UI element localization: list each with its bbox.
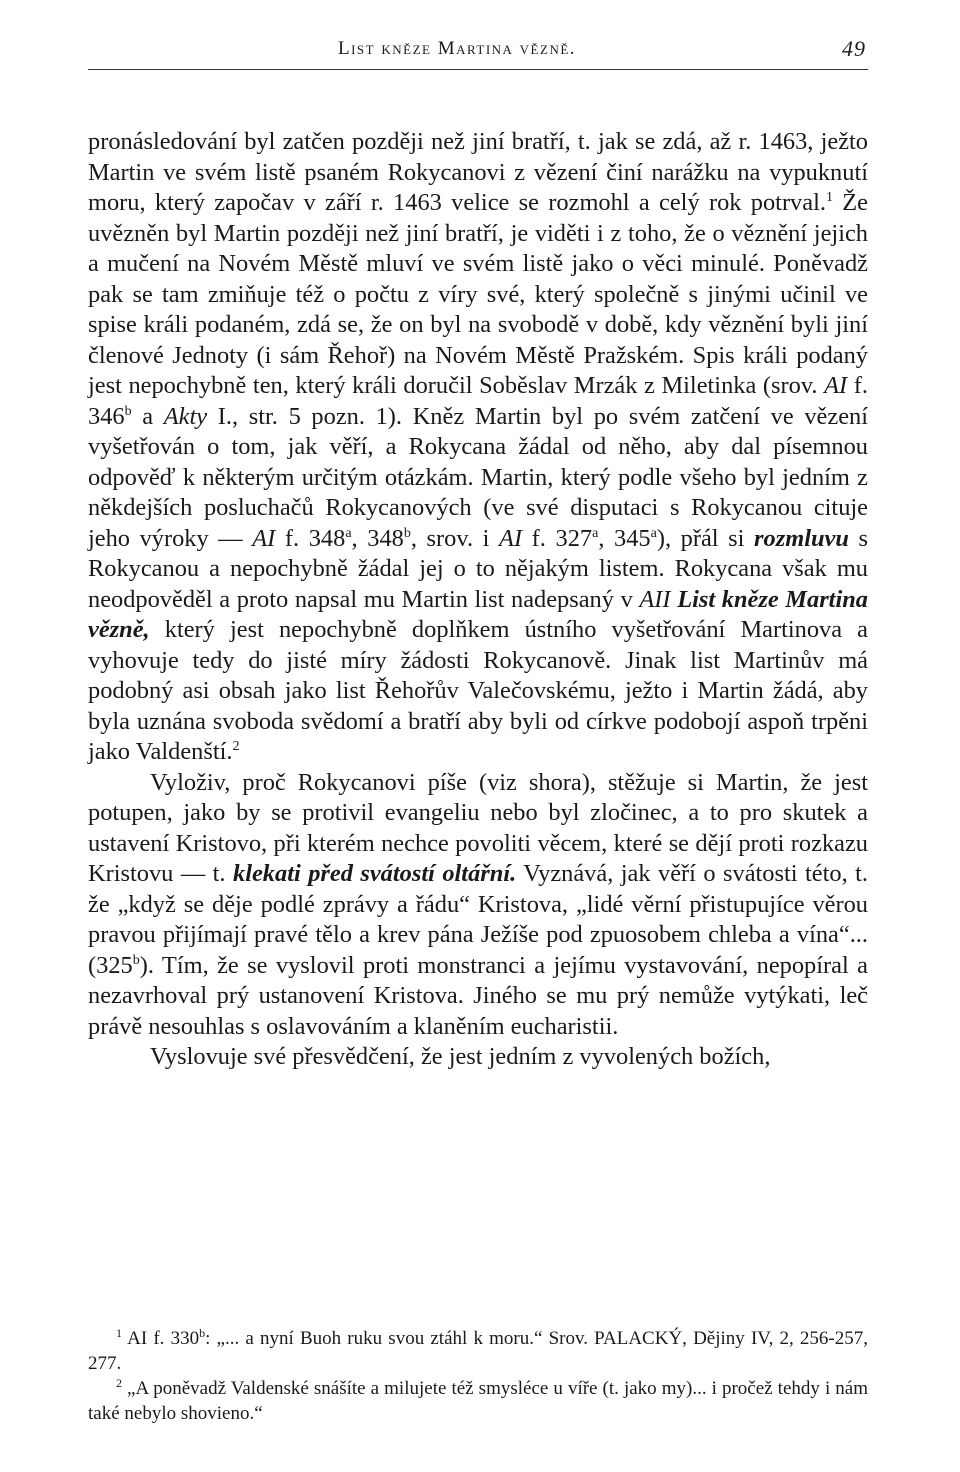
superscript: a [650, 525, 657, 541]
superscript: b [403, 525, 411, 541]
text-run: ). Tím, že se vyslovil proti monstranci a jejímu vystavování, nepopíral a nezavrhoval prý ustanovení Kristova. Jiného se mu prý nemůže vytýkati, leč právě nesouhlas s oslavováním a klaněním eucharistii. [88, 951, 868, 1040]
body-text [88, 127, 868, 1073]
text-run: Že uvězněn byl Martin později než jiní bratří, je viděti i z toho, že o věznění jejich a mučení na Novém Městě mluví ve svém listě jako o věci minulé. Poněvadž pak se tam zmiňuje též o počtu z víry své, který společně s jinými učinil ve spise králi podaném, zdá se, že on byl na svobodě v době, kdy věznění byli jiní členové Jednoty (i sám Řehoř) na Novém Městě Pražském. Spis králi podaný jest nepochybně ten, který králi doručil Soběslav Mrzák z Miletinka (srov. [88, 189, 869, 399]
text-run: Vyloživ, proč Rokycanovi píše (viz shora), stěžuje si Martin, že jest potupen, jako by se protivil evangeliu nebo byl zločinec, a to pro skutek a ustavení Kristovo, při kterém nechce povoliti věcem, které se dějí proti rozkazu Kristovu — t. [88, 768, 868, 887]
text-run: I., str. 5 pozn. 1). Kněz Martin byl po svém zatčení ve vězení vyšetřován o tom, jak věří, a Rokycana žádal od něho, aby dal písemnou odpověď k některým určitým otázkám. Martin, který podle všeho byl jedním z někdejších posluchačů Rokycanových (ve své disputaci s Rokycanou cituje jeho výroky — [88, 402, 868, 552]
paragraph-1 [88, 127, 868, 768]
emphasis: rozmluvu [754, 524, 849, 552]
text-run: , 345 [598, 524, 651, 552]
text-run: s Rokycanou a nepochybně žádal jej o to nějakým listem. Rokycana však mu neodpověděl a proto napsal mu Martin list nadepsaný v [88, 524, 869, 613]
footnote-mark: 1 [116, 1326, 122, 1340]
footnotes [88, 1326, 868, 1426]
text-run: f. 346 [88, 372, 868, 430]
text-run: Vyslovuje své přesvědčení, že jest jedním z vyvolených božích, [150, 1043, 771, 1070]
text-run: f. 327 [522, 524, 593, 552]
text-run: pronásledování byl zatčen později než jiní bratří, t. jak se zdá, až r. 1463, ježto Martin ve svém listě psaném Rokycanovi z vězení činí narážku na vypuknutí moru, který započav v září r. 1463 velice se rozmohl a celý rok potrval. [88, 128, 868, 216]
footnote-1 [88, 1326, 868, 1376]
text-run: a [131, 402, 164, 430]
emphasis: klekati před svátostí oltářní. [233, 860, 517, 887]
footnote-2 [88, 1376, 868, 1426]
paragraph-2 [88, 768, 868, 1043]
running-title: List kněze Martina vězně. [338, 38, 577, 59]
text-run: f. 348 [275, 524, 346, 552]
page-number: 49 [842, 36, 866, 61]
footnote-ref-2: 2 [232, 739, 240, 754]
header-rule [88, 69, 868, 70]
source-siglum: AI [252, 524, 276, 552]
page-header [88, 34, 868, 68]
text-run: AI f. 330 [122, 1328, 200, 1349]
footnote-mark: 2 [116, 1376, 122, 1390]
text-run: : „... a nyní Buoh ruku svou ztáhl k moru.“ Srov. PALACKÝ, Dějiny IV, 2, 256-257, 277. [88, 1328, 868, 1374]
letter-title: List kněze Martina vězně, [88, 585, 868, 643]
text-run: , srov. i [410, 524, 500, 552]
text-run: Vyznává, jak věří o svátosti této, t. že „když se děje podlé zprávy a řádu“ Kristova, „lidé věrní přistupujíce věrou pravou přijímají pravé tělo a krev pána Ježíše pod zpuosobem chleba a vína“... (325 [88, 860, 868, 979]
paragraph-3 [88, 1042, 868, 1073]
superscript: a [345, 525, 352, 541]
source-siglum: AI [499, 524, 523, 552]
superscript: b [132, 952, 140, 968]
text-run: ), přál si [656, 524, 755, 552]
text-run: který jest nepochybně doplňkem ústního vyšetřování Martinova a vyhovuje tedy do jisté míry žádosti Rokycanově. Jinak list Martinův má podobný asi obsah jako list Řehořův Valečovskému, ježto i Martin žádá, aby byla uznána svoboda svědomí a bratří aby byli od církve podobojí aspoň trpěni jako Valdenští. [88, 616, 868, 765]
superscript: a [592, 525, 599, 541]
source-siglum: AI [824, 372, 848, 399]
source-siglum: AII [639, 585, 671, 613]
text-run: „A poněvadž Valdenské snášíte a milujete též smysléce u víře (t. jako my)... i pročež tehdy i nám také nebylo shovieno.“ [88, 1378, 868, 1424]
italic-title: Akty [163, 402, 208, 430]
superscript: b [124, 403, 132, 419]
footnote-ref-1: 1 [825, 190, 833, 205]
text-run: , 348 [351, 524, 404, 552]
superscript: b [199, 1326, 206, 1340]
